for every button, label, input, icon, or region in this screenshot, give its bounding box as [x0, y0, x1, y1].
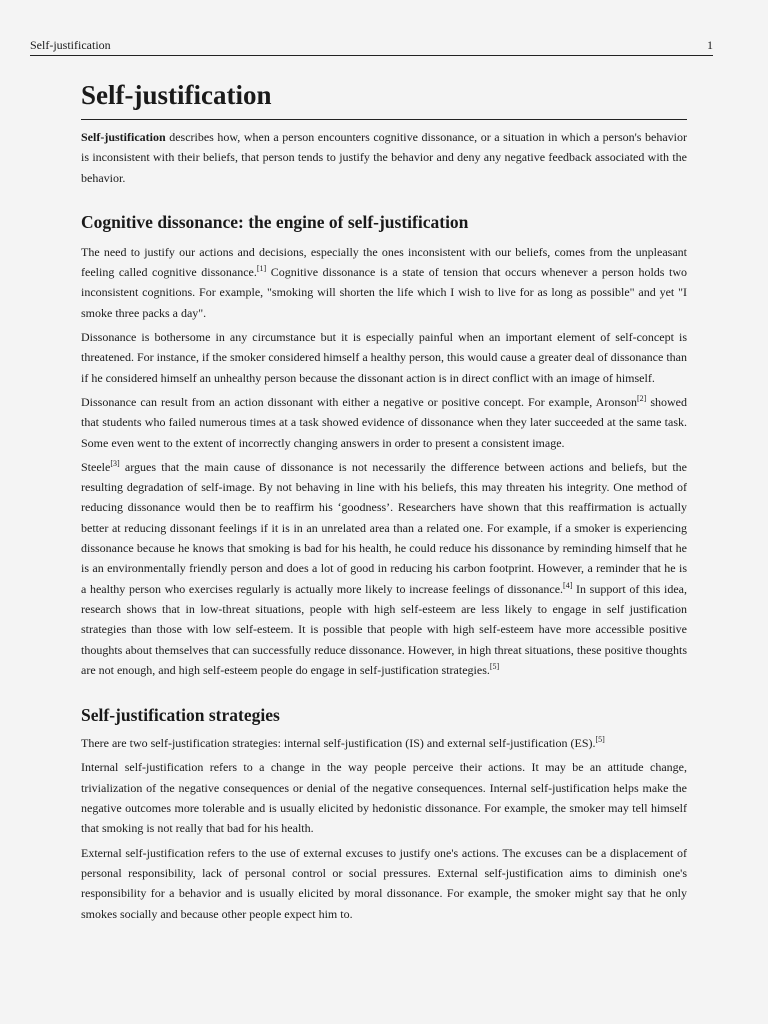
intro-lead-term: Self-justification — [81, 130, 166, 144]
intro-paragraph — [81, 127, 687, 188]
paragraph: External self-justification refers to the use of external excuses to justify one's actions. The excuses can be a displacement of personal responsibility, lack of personal control or social pressures. External self-justification aims to diminish one's responsibility for a behavior and is usually elicited by moral dissonance. For example, the smoker might say that he only smokes socially and because other people expect him to. — [81, 845, 687, 921]
citation-ref-2[interactable]: [2] — [637, 393, 647, 403]
section-heading-strategies: Self-justification strategies — [81, 705, 280, 726]
citation-ref-5[interactable]: [5] — [595, 735, 605, 745]
paragraph-text: Steele — [81, 459, 111, 474]
intro-text: describes how, when a person encounters cognitive dissonance, or a situation in which a person's behavior is inconsistent with their beliefs, that person tends to justify the behavior and deny any negative feedback associated with the behavior. — [81, 130, 687, 185]
article-body — [81, 78, 687, 928]
citation-ref-1[interactable]: [1] — [256, 264, 267, 274]
article-title: Self-justification — [81, 78, 687, 120]
citation-ref-4[interactable]: [4] — [563, 580, 573, 590]
citation-ref-5[interactable]: [5] — [489, 661, 500, 671]
paragraph — [81, 733, 687, 753]
paragraph — [81, 242, 687, 323]
section-heading-cognitive-dissonance: Cognitive dissonance: the engine of self-justification — [81, 211, 469, 232]
paragraph-text: argues that the main cause of dissonance is not necessarily the difference between actions and beliefs, but the resulting degradation of self-image. By not behaving in line with his beliefs, this may threaten his integrity. One method of reducing dissonance would then be to reaffirm his ‘goodness’. Researchers have shown that this reaffirmation is actually better at reducing dissonant feelings if it is in an unrelated area than a related one. For example, if a smoker is experiencing dissonance because he knows that smoking is bad for his health, he could reduce his dissonance by reminding himself that he is an environmentally friendly person and does a lot of good in reducing his carbon footprint. However, a reminder that he is a healthy person who exercises regularly is actually more likely to increase feelings of dissonance. — [81, 459, 687, 596]
paragraph-text: There are two self-justification strategies: internal self-justification (IS) and external self-justification (ES). — [81, 736, 596, 751]
paragraph — [81, 392, 687, 453]
paragraph: Internal self-justification refers to a change in the way people perceive their actions. It may be an attitude change, trivialization of the negative consequences or denial of the negative consequences. Internal self-justification helps make the negative outcomes more tolerable and is usually elicited by hedonistic dissonance. For example, the smoker may tell himself that smoking is not really that bad for his health. — [81, 760, 687, 836]
paragraph — [81, 457, 687, 680]
paragraph-text: Dissonance can result from an action dissonant with either a negative or positive concept. For example, Aronson — [81, 394, 637, 409]
citation-ref-3[interactable]: [3] — [110, 458, 120, 468]
paragraph-text: showed that students who failed numerous times at a task showed evidence of dissonance when they later succeeded at the same task. Some even went to the extent of incorrectly changing answers in order to present a consistent image. — [81, 394, 687, 450]
running-header — [30, 38, 713, 56]
paragraph-text: In support of this idea, research shows that in low-threat situations, people with high self-esteem are less likely to engage in self justification strategies than those with low self-esteem. It is possible that people with high self-esteem have more accessible positive thoughts about themselves that can successfully reduce dissonance. However, in high threat situations, these positive thoughts are not enough, and high self-esteem people do engage in self-justification strategies. — [81, 581, 687, 677]
running-header-title: Self-justification — [30, 38, 111, 52]
paragraph: Dissonance is bothersome in any circumstance but it is especially painful when an important element of self-concept is threatened. For instance, if the smoker considered himself a healthy person, this would cause a greater deal of dissonance than if he considered himself an unhealthy person because the dissonant action is in direct conflict with an image of himself. — [81, 330, 687, 385]
paragraph-text: Cognitive dissonance is a state of tension that occurs whenever a person holds two inconsistent cognitions. For example, "smoking will shorten the life which I wish to live for as long as possible" and yet "I smoke three packs a day". — [81, 265, 687, 320]
paragraph-text: The need to justify our actions and decisions, especially the ones inconsistent with our beliefs, comes from the unpleasant feeling called cognitive dissonance. — [81, 244, 687, 280]
page-number: 1 — [707, 38, 713, 52]
